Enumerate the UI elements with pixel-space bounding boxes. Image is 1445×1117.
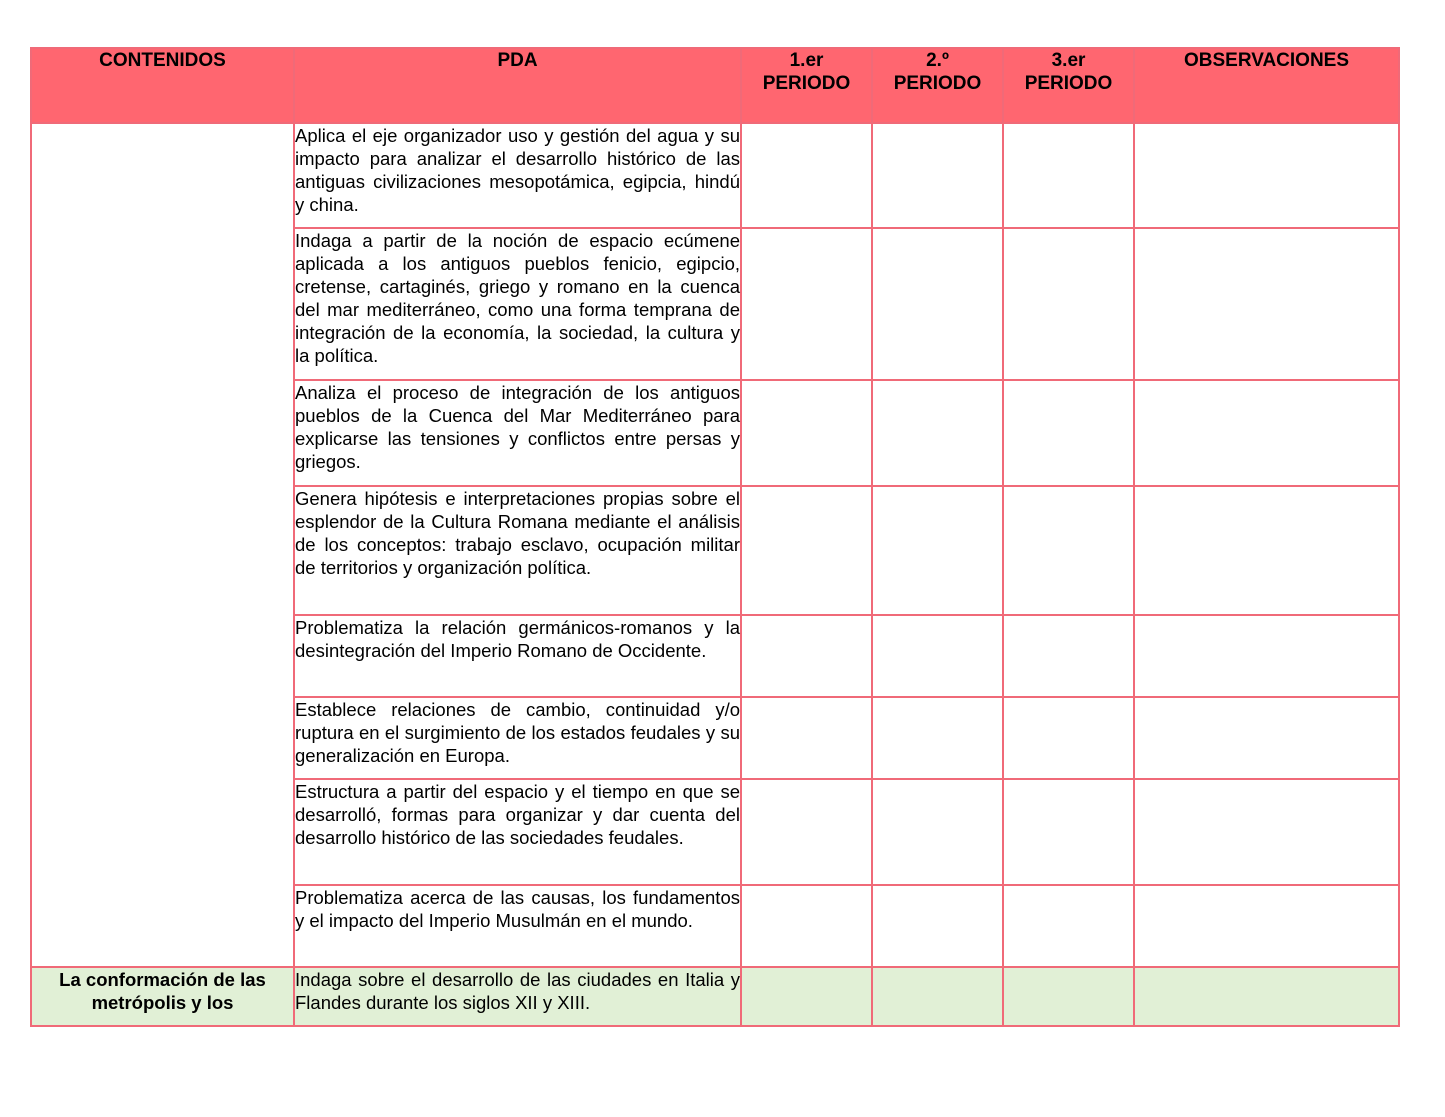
pda-cell: Genera hipótesis e interpretaciones propias sobre el esplendor de la Cultura Romana mediante el análisis de los conceptos: trabajo esclavo, ocupación militar de territorios y organización política. <box>294 486 741 615</box>
periodo-1-cell <box>741 779 872 885</box>
periodo-1-cell <box>741 697 872 779</box>
header-contenidos: CONTENIDOS <box>31 48 294 123</box>
periodo-1-cell <box>741 486 872 615</box>
pda-table <box>30 47 1400 1027</box>
header-periodo-1 <box>741 48 872 123</box>
header-row <box>31 48 1399 123</box>
observaciones-cell <box>1134 967 1399 1026</box>
observaciones-cell <box>1134 123 1399 228</box>
pda-cell: Problematiza la relación germánicos-romanos y la desintegración del Imperio Romano de Occidente. <box>294 615 741 697</box>
periodo-2-cell <box>872 380 1003 486</box>
periodo-3-cell <box>1003 486 1134 615</box>
periodo-2-cell <box>872 697 1003 779</box>
contenidos-cell <box>31 123 294 967</box>
header-periodo-2 <box>872 48 1003 123</box>
periodo-3-cell <box>1003 380 1134 486</box>
periodo-2-cell <box>872 967 1003 1026</box>
header-periodo-3-label: PERIODO <box>1024 73 1113 94</box>
pda-cell: Problematiza acerca de las causas, los fundamentos y el impacto del Imperio Musulmán en el mundo. <box>294 885 741 967</box>
observaciones-cell <box>1134 779 1399 885</box>
periodo-3-cell <box>1003 123 1134 228</box>
observaciones-cell <box>1134 380 1399 486</box>
observaciones-cell <box>1134 697 1399 779</box>
table-row-highlighted <box>31 967 1399 1026</box>
periodo-3-cell <box>1003 615 1134 697</box>
periodo-2-cell <box>872 228 1003 380</box>
periodo-3-cell <box>1003 885 1134 967</box>
header-observaciones: OBSERVACIONES <box>1134 48 1399 123</box>
pda-cell: Indaga sobre el desarrollo de las ciudades en Italia y Flandes durante los siglos XII y XIII. <box>294 967 741 1026</box>
header-periodo-3 <box>1003 48 1134 123</box>
pda-cell: Analiza el proceso de integración de los antiguos pueblos de la Cuenca del Mar Mediterráneo para explicarse las tensiones y conflictos entre persas y griegos. <box>294 380 741 486</box>
contenidos-cell: La conformación de las metrópolis y los <box>31 967 294 1026</box>
pda-cell: Aplica el eje organizador uso y gestión del agua y su impacto para analizar el desarrollo histórico de las antiguas civilizaciones mesopotámica, egipcia, hindú y china. <box>294 123 741 228</box>
periodo-3-cell <box>1003 779 1134 885</box>
table-row <box>31 123 1399 228</box>
periodo-3-cell <box>1003 967 1134 1026</box>
periodo-1-cell <box>741 380 872 486</box>
header-periodo-1-label: PERIODO <box>762 73 851 94</box>
observaciones-cell <box>1134 228 1399 380</box>
periodo-1-cell <box>741 967 872 1026</box>
periodo-1-cell <box>741 615 872 697</box>
header-periodo-2-num: 2.º <box>926 50 949 71</box>
periodo-1-cell <box>741 885 872 967</box>
pda-cell: Establece relaciones de cambio, continuidad y/o ruptura en el surgimiento de los estados feudales y su generalización en Europa. <box>294 697 741 779</box>
periodo-3-cell <box>1003 228 1134 380</box>
periodo-2-cell <box>872 779 1003 885</box>
observaciones-cell <box>1134 885 1399 967</box>
periodo-2-cell <box>872 123 1003 228</box>
periodo-2-cell <box>872 615 1003 697</box>
periodo-2-cell <box>872 486 1003 615</box>
observaciones-cell <box>1134 615 1399 697</box>
pda-cell: Indaga a partir de la noción de espacio ecúmene aplicada a los antiguos pueblos fenicio, egipcio, cretense, cartaginés, griego y romano en la cuenca del mar mediterráneo, como una forma temprana de integración de la economía, la sociedad, la cultura y la política. <box>294 228 741 380</box>
periodo-3-cell <box>1003 697 1134 779</box>
header-periodo-2-label: PERIODO <box>893 73 982 94</box>
pda-cell: Estructura a partir del espacio y el tiempo en que se desarrolló, formas para organizar y dar cuenta del desarrollo histórico de las sociedades feudales. <box>294 779 741 885</box>
observaciones-cell <box>1134 486 1399 615</box>
periodo-1-cell <box>741 123 872 228</box>
header-periodo-1-num: 1.er <box>789 50 824 71</box>
header-pda: PDA <box>294 48 741 123</box>
periodo-1-cell <box>741 228 872 380</box>
header-periodo-3-num: 3.er <box>1051 50 1086 71</box>
periodo-2-cell <box>872 885 1003 967</box>
